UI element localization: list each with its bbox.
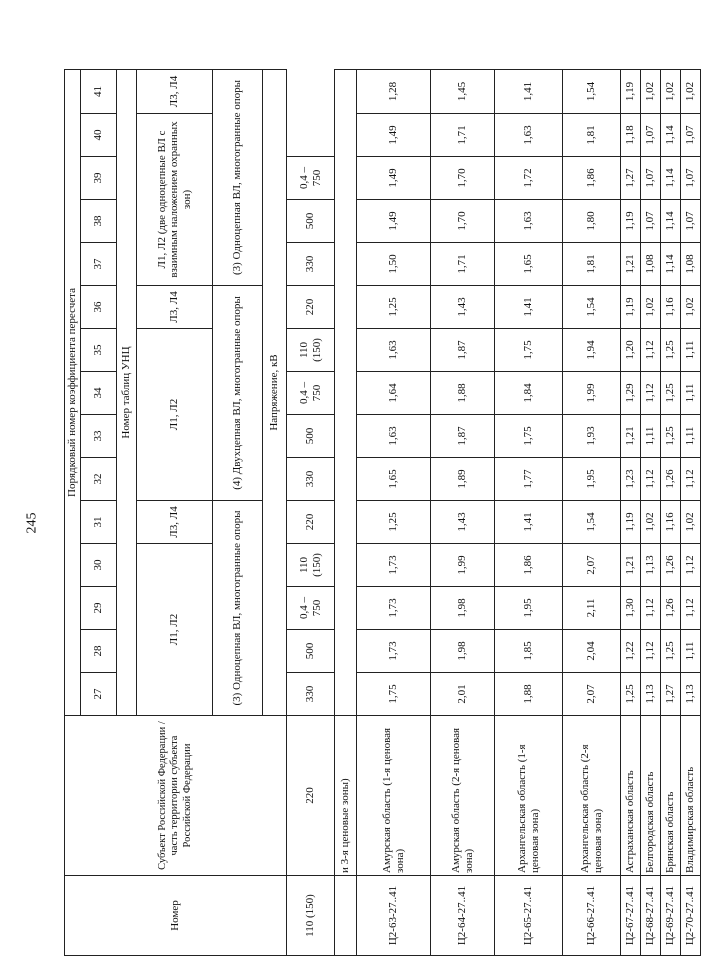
- page-number: [22, 493, 42, 553]
- row-value: 1,21: [621, 544, 641, 587]
- voltage-label: 110 (150): [287, 876, 335, 956]
- coef-number: 32: [81, 458, 117, 501]
- row-value: 1,63: [495, 200, 563, 243]
- coef-number: 34: [81, 372, 117, 415]
- row-value: 1,70: [431, 157, 495, 200]
- row-value: 1,02: [641, 286, 661, 329]
- row-value: 1,77: [495, 458, 563, 501]
- row-value: 1,43: [431, 286, 495, 329]
- coef-number: 30: [81, 544, 117, 587]
- row-value: 1,54: [563, 286, 621, 329]
- voltage-label: 220: [287, 716, 335, 876]
- row-value: 1,07: [641, 114, 661, 157]
- voltage-label: 220: [287, 286, 335, 329]
- row-value: 1,80: [563, 200, 621, 243]
- row-value: 1,99: [563, 372, 621, 415]
- row-subject: Астраханская область: [621, 716, 641, 876]
- row-value: 1,73: [357, 587, 431, 630]
- voltage-label: 500: [287, 630, 335, 673]
- table-row: [681, 70, 701, 956]
- row-value: 1,93: [563, 415, 621, 458]
- header-subject: Субъект Российской Федерации / часть территории субъекта Российской Федерации: [65, 716, 287, 876]
- coef-number: 33: [81, 415, 117, 458]
- row-code: Ц2-70-27..41: [681, 876, 701, 956]
- row-code: Ц2-66-27..41: [563, 876, 621, 956]
- table-row: [641, 70, 661, 956]
- line-group-5: Л1, Л2 (две одноцепные ВЛ с взаимным наложением охранных зон): [137, 114, 213, 286]
- voltage-label: 0,4 – 750: [287, 372, 335, 415]
- row-value: 1,16: [661, 286, 681, 329]
- row-value: 1,12: [641, 587, 661, 630]
- continuation-code: [335, 876, 357, 956]
- voltage-label: 500: [287, 200, 335, 243]
- row-value: 1,49: [357, 157, 431, 200]
- row-value: 1,25: [357, 286, 431, 329]
- row-value: 2,11: [563, 587, 621, 630]
- row-value: 1,26: [661, 587, 681, 630]
- row-value: 1,73: [357, 544, 431, 587]
- row-value: 1,12: [641, 458, 661, 501]
- line-group-1: Л1, Л2: [137, 544, 213, 716]
- row-value: 1,49: [357, 200, 431, 243]
- row-value: 1,89: [431, 458, 495, 501]
- support-group-2: (4) Двухцепная ВЛ, многогранные опоры: [213, 286, 263, 501]
- row-value: 1,30: [621, 587, 641, 630]
- row-value: 1,65: [357, 458, 431, 501]
- row-value: 1,12: [681, 458, 701, 501]
- row-value: 1,12: [681, 544, 701, 587]
- header-nomer: Номер: [65, 876, 287, 956]
- row-value: 1,20: [621, 329, 641, 372]
- row-value: 1,19: [621, 286, 641, 329]
- row-value: 1,72: [495, 157, 563, 200]
- row-value: 1,12: [641, 329, 661, 372]
- row-value: 1,14: [661, 157, 681, 200]
- row-value: 1,02: [661, 70, 681, 114]
- row-subject: Амурская область (1-я ценовая зона): [357, 716, 431, 876]
- support-group-3: (3) Одноцепная ВЛ, многогранные опоры: [213, 70, 263, 286]
- voltage-label: 110 (150): [287, 329, 335, 372]
- row-value: 1,12: [641, 630, 661, 673]
- row-value: 1,41: [495, 70, 563, 114]
- voltage-label: 330: [287, 673, 335, 716]
- table-row: [661, 70, 681, 956]
- row-value: 1,25: [621, 673, 641, 716]
- row-value: 1,84: [495, 372, 563, 415]
- row-value: 1,07: [681, 157, 701, 200]
- row-value: 2,04: [563, 630, 621, 673]
- row-value: 1,02: [641, 70, 661, 114]
- row-value: 1,63: [495, 114, 563, 157]
- row-value: 1,73: [357, 630, 431, 673]
- row-value: 1,27: [661, 673, 681, 716]
- row-value: 1,14: [661, 243, 681, 286]
- row-code: Ц2-67-27..41: [621, 876, 641, 956]
- table-row: [495, 70, 563, 956]
- row-value: 1,02: [681, 286, 701, 329]
- row-value: 1,45: [431, 70, 495, 114]
- row-value: 1,54: [563, 501, 621, 544]
- row-value: 1,26: [661, 458, 681, 501]
- row-value: 1,63: [357, 415, 431, 458]
- row-value: 1,71: [431, 243, 495, 286]
- coef-number: 28: [81, 630, 117, 673]
- coefficients-table: [64, 69, 701, 956]
- header-voltage: Напряжение, кВ: [263, 70, 287, 716]
- line-group-6: Л3, Л4: [137, 70, 213, 114]
- row-value: 1,94: [563, 329, 621, 372]
- coef-number: 29: [81, 587, 117, 630]
- line-group-2: Л3, Л4: [137, 501, 213, 544]
- row-value: 1,23: [621, 458, 641, 501]
- row-value: 1,87: [431, 415, 495, 458]
- row-value: 1,29: [621, 372, 641, 415]
- row-code: Ц2-68-27..41: [641, 876, 661, 956]
- row-subject: Амурская область (2-я ценовая зона): [431, 716, 495, 876]
- row-subject: Белгородская область: [641, 716, 661, 876]
- voltage-label: 330: [287, 243, 335, 286]
- row-value: 1,75: [495, 415, 563, 458]
- coef-number: 31: [81, 501, 117, 544]
- coef-number: 39: [81, 157, 117, 200]
- row-value: 1,70: [431, 200, 495, 243]
- row-value: 1,08: [641, 243, 661, 286]
- row-value: 1,21: [621, 243, 641, 286]
- row-value: 1,25: [661, 329, 681, 372]
- row-value: 1,49: [357, 114, 431, 157]
- row-value: 1,27: [621, 157, 641, 200]
- coef-number: 36: [81, 286, 117, 329]
- row-value: 1,22: [621, 630, 641, 673]
- row-subject: Брянская область: [661, 716, 681, 876]
- header-coef: Порядковый номер коэффициента пересчета: [65, 70, 81, 716]
- row-value: 1,25: [661, 372, 681, 415]
- row-value: 1,88: [495, 673, 563, 716]
- coefficients-table-rotated: [64, 72, 697, 956]
- row-value: 2,07: [563, 673, 621, 716]
- row-value: 1,13: [641, 544, 661, 587]
- continuation-empty: [335, 70, 357, 716]
- row-value: 1,18: [621, 114, 641, 157]
- voltage-label: 0,4 – 750: [287, 587, 335, 630]
- coef-number: 27: [81, 673, 117, 716]
- row-value: 1,25: [661, 415, 681, 458]
- row-subject: Архангельская область (2-я ценовая зона): [563, 716, 621, 876]
- row-value: 2,07: [563, 544, 621, 587]
- continuation-text: и 3-я ценовые зоны): [335, 716, 357, 876]
- voltage-label: 220: [287, 501, 335, 544]
- row-value: 1,25: [661, 630, 681, 673]
- row-value: 1,41: [495, 501, 563, 544]
- row-value: 1,75: [495, 329, 563, 372]
- row-value: 1,88: [431, 372, 495, 415]
- row-subject: Архангельская область (1-я ценовая зона): [495, 716, 563, 876]
- row-value: 1,11: [681, 329, 701, 372]
- row-code: Ц2-69-27..41: [661, 876, 681, 956]
- row-code: Ц2-63-27..41: [357, 876, 431, 956]
- voltage-label: 0,4 – 750: [287, 157, 335, 200]
- row-value: 1,11: [641, 415, 661, 458]
- row-value: 1,86: [563, 157, 621, 200]
- row-value: 1,81: [563, 243, 621, 286]
- header-unc: Номер таблиц УНЦ: [117, 70, 137, 716]
- row-value: 1,28: [357, 70, 431, 114]
- row-subject: Владимирская область: [681, 716, 701, 876]
- row-value: 1,07: [641, 157, 661, 200]
- row-value: 1,98: [431, 587, 495, 630]
- row-value: 1,50: [357, 243, 431, 286]
- row-value: 1,71: [431, 114, 495, 157]
- row-value: 1,19: [621, 501, 641, 544]
- coef-number: 37: [81, 243, 117, 286]
- line-group-4: Л3, Л4: [137, 286, 213, 329]
- row-code: Ц2-65-27..41: [495, 876, 563, 956]
- voltage-label: 110 (150): [287, 544, 335, 587]
- row-value: 1,07: [681, 200, 701, 243]
- page-number-text: 245: [24, 512, 39, 534]
- row-value: 1,16: [661, 501, 681, 544]
- row-value: 1,13: [641, 673, 661, 716]
- row-value: 1,12: [641, 372, 661, 415]
- row-value: 1,63: [357, 329, 431, 372]
- row-value: 1,13: [681, 673, 701, 716]
- table-row: [563, 70, 621, 956]
- coef-number: 40: [81, 114, 117, 157]
- row-value: 1,08: [681, 243, 701, 286]
- row-value: 1,64: [357, 372, 431, 415]
- coef-number: 38: [81, 200, 117, 243]
- row-code: Ц2-64-27..41: [431, 876, 495, 956]
- row-value: 1,43: [431, 501, 495, 544]
- row-value: 1,12: [681, 587, 701, 630]
- row-value: 1,02: [641, 501, 661, 544]
- row-value: 1,19: [621, 70, 641, 114]
- row-value: 1,11: [681, 415, 701, 458]
- row-value: 1,65: [495, 243, 563, 286]
- row-value: 2,01: [431, 673, 495, 716]
- voltage-label: 330: [287, 458, 335, 501]
- table-row: [431, 70, 495, 956]
- row-value: 1,95: [495, 587, 563, 630]
- row-value: 1,02: [681, 501, 701, 544]
- row-value: 1,02: [681, 70, 701, 114]
- row-value: 1,98: [431, 630, 495, 673]
- row-value: 1,86: [495, 544, 563, 587]
- table-row: [621, 70, 641, 956]
- row-value: 1,14: [661, 114, 681, 157]
- support-group-1: (3) Одноцепная ВЛ, многогранные опоры: [213, 501, 263, 716]
- row-value: 1,26: [661, 544, 681, 587]
- row-value: 1,11: [681, 372, 701, 415]
- row-value: 1,85: [495, 630, 563, 673]
- row-value: 1,07: [681, 114, 701, 157]
- row-value: 1,19: [621, 200, 641, 243]
- row-value: 1,41: [495, 286, 563, 329]
- row-value: 1,54: [563, 70, 621, 114]
- row-value: 1,11: [681, 630, 701, 673]
- table-row: [357, 70, 431, 956]
- row-value: 1,14: [661, 200, 681, 243]
- row-value: 1,81: [563, 114, 621, 157]
- row-value: 1,95: [563, 458, 621, 501]
- coef-number: 35: [81, 329, 117, 372]
- coef-number: 41: [81, 70, 117, 114]
- row-value: 1,07: [641, 200, 661, 243]
- voltage-label: 500: [287, 415, 335, 458]
- line-group-3: Л1, Л2: [137, 329, 213, 501]
- row-value: 1,75: [357, 673, 431, 716]
- row-value: 1,25: [357, 501, 431, 544]
- row-value: 1,87: [431, 329, 495, 372]
- row-value: 1,21: [621, 415, 641, 458]
- row-value: 1,99: [431, 544, 495, 587]
